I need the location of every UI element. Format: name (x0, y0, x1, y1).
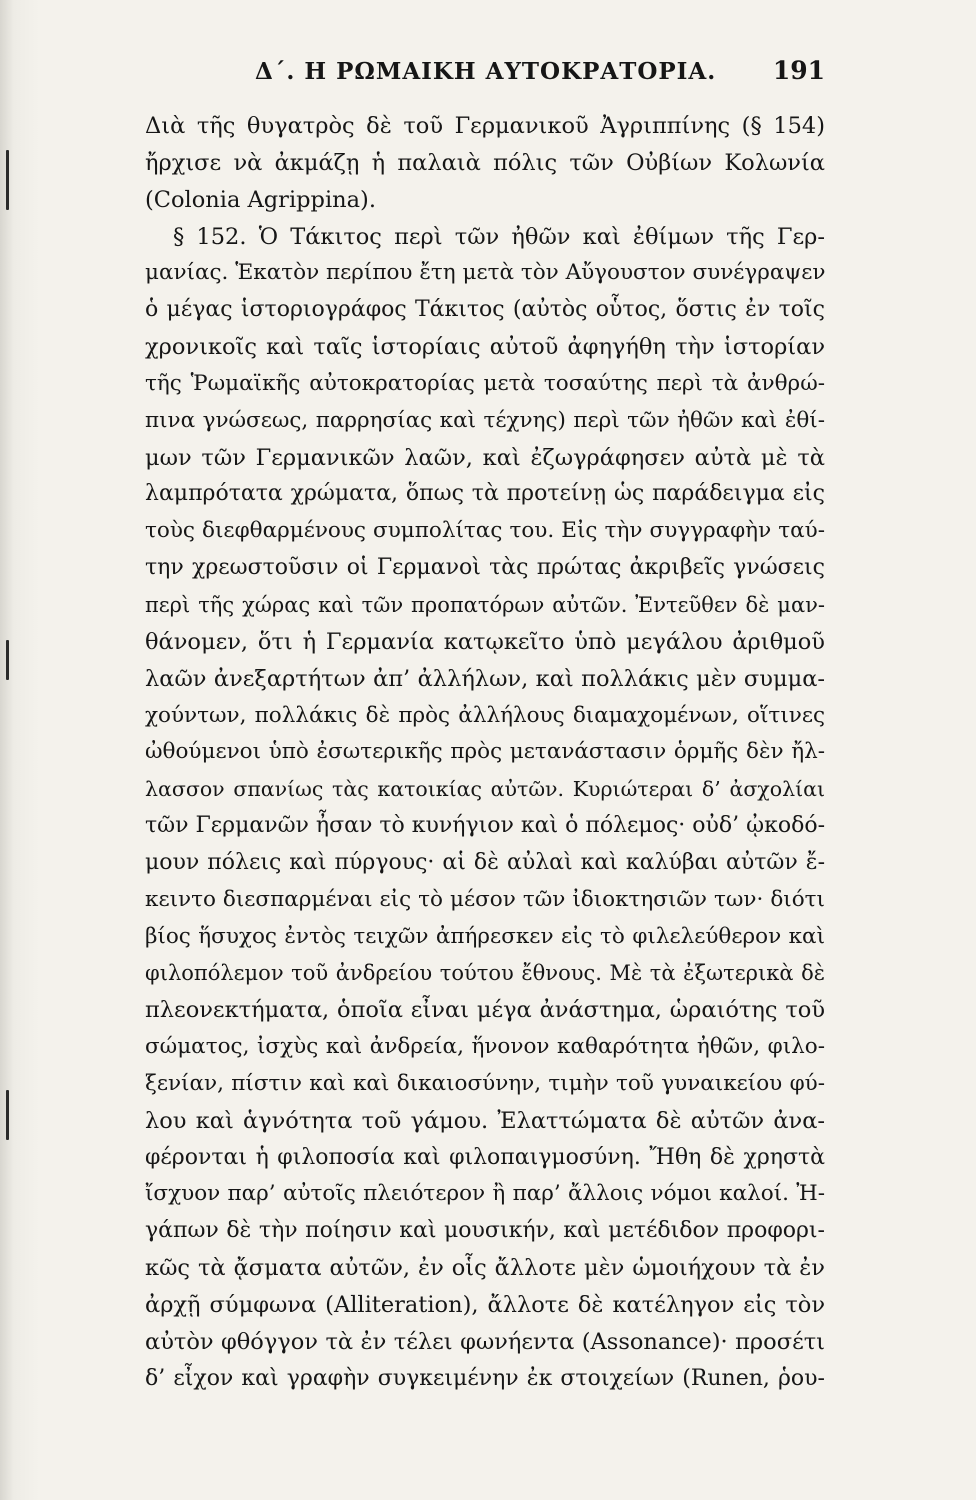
text-line (145, 955, 825, 992)
text-line (145, 1103, 825, 1140)
text-line (145, 845, 825, 882)
text-line (145, 219, 825, 256)
text-line (145, 1176, 825, 1213)
text-line (145, 292, 825, 329)
text-line-content: λαῶν ἀνεξαρτήτων ἀπ’ ἀλλήλων, καὶ πολλάκις μὲν συμμα- (145, 665, 825, 692)
text-line-content: σώματος, ἰσχὺς καὶ ἀνδρεία, ἥνονον καθαρότητα ἠθῶν, φιλο- (145, 1034, 825, 1060)
text-line (145, 1324, 825, 1361)
text-line (145, 145, 825, 182)
text-line-content: λασσον σπανίως τὰς κατοικίας αὐτῶν. Κυριώτεραι δ’ ἀσχολίαι (145, 777, 825, 802)
text-line-content: κειντο διεσπαρμέναι εἰς τὸ μέσον τῶν ἰδιοκτησιῶν των· διότι (145, 886, 825, 912)
text-line-content: πλεονεκτήματα, ὁποῖα εἶναι μέγα ἀνάστημα, ὡραιότης τοῦ (145, 997, 825, 1024)
text-line (145, 992, 825, 1029)
text-line-content: τοὺς διεφθαρμένους συμπολίτας του. Εἰς τὴν συγγραφὴν ταύ- (145, 518, 825, 544)
text-line (145, 624, 825, 661)
text-line (145, 698, 825, 735)
text-line (145, 476, 825, 513)
text-line-content: (Colonia Agrippina). (145, 186, 376, 213)
page-edge-mark (6, 150, 9, 210)
text-line-content: ξενίαν, πίστιν καὶ καὶ δικαιοσύνην, τιμὴν τοῦ γυναικείου φύ- (145, 1070, 825, 1096)
text-line (145, 1066, 825, 1103)
text-line (145, 1213, 825, 1250)
text-line-content: φέρονται ἡ φιλοποσία καὶ φιλοπαιγμοσύνη. Ἤθη δὲ χρηστὰ (145, 1144, 825, 1170)
text-line-content: θάνομεν, ὅτι ἡ Γερμανία κατῳκεῖτο ὑπὸ μεγάλου ἀριθμοῦ (145, 628, 825, 655)
text-line (145, 1140, 825, 1177)
text-line (145, 734, 825, 771)
text-line-content: ἤρχισε νὰ ἀκμάζῃ ἡ παλαιὰ πόλις τῶν Οὐβίων Κολωνία (145, 149, 825, 176)
page-number: 191 (772, 56, 825, 85)
text-line (145, 661, 825, 698)
text-line-content: κῶς τὰ ᾄσματα αὐτῶν, ἐν οἷς ἄλλοτε μὲν ὡμοιήχουν τὰ ἐν (145, 1255, 825, 1282)
text-line-content: αὐτὸν φθόγγον τὰ ἐν τέλει φωνήεντα (Assonance)· προσέτι (145, 1328, 825, 1355)
text-line-content: μων τῶν Γερμανικῶν λαῶν, καὶ ἐζωγράφησεν αὐτὰ μὲ τὰ (145, 444, 825, 471)
text-line-content: πινα γνώσεως, παρρησίας καὶ τέχνης) περὶ τῶν ἠθῶν καὶ ἐθί- (145, 407, 825, 433)
text-line-content: βίος ἥσυχος ἐντὸς τειχῶν ἀπήρεσκεν εἰς τὸ φιλελεύθερον καὶ (145, 923, 825, 949)
text-line (145, 329, 825, 366)
text-line-content: μουν πόλεις καὶ πύργους· αἱ δὲ αὐλαὶ καὶ καλύβαι αὐτῶν ἔ- (145, 849, 825, 875)
text-line (145, 550, 825, 587)
text-line-content: χρονικοῖς καὶ ταῖς ἱστορίαις αὐτοῦ ἀφηγήθη τὴν ἱστορίαν (145, 334, 825, 361)
text-line-content: § 152. Ὁ Τάκιτος περὶ τῶν ἠθῶν καὶ ἐθίμων τῆς Γερ- (173, 223, 825, 250)
text-line (145, 1250, 825, 1287)
text-line-content: λαμπρότατα χρώματα, ὅπως τὰ προτείνῃ ὡς παράδειγμα εἰς (145, 481, 825, 507)
text-line-content: ὁ μέγας ἱστοριογράφος Τάκιτος (αὐτὸς οὗτος, ὅστις ἐν τοῖς (145, 297, 825, 323)
text-line-content: μανίας. Ἑκατὸν περίπου ἔτη μετὰ τὸν Αὔγουστον συνέγραψεν (145, 260, 826, 286)
text-line (145, 182, 825, 219)
page-edge-mark (6, 640, 9, 680)
text-line (145, 771, 825, 808)
text-line-content: τῶν Γερμανῶν ἦσαν τὸ κυνήγιον καὶ ὁ πόλεμος· οὐδ’ ᾠκοδό- (145, 813, 825, 839)
text-line (145, 403, 825, 440)
text-line-content: την χρεωστοῦσιν οἱ Γερμανοὶ τὰς πρώτας ἀκριβεῖς γνώσεις (145, 555, 825, 581)
text-line (145, 1029, 825, 1066)
text-line-content: ἴσχυον παρ’ αὐτοῖς πλειότερον ἢ παρ’ ἄλλοις νόμοι καλοί. Ἠ- (145, 1181, 825, 1207)
text-line (145, 808, 825, 845)
text-line (145, 108, 825, 145)
text-line-content: Διὰ τῆς θυγατρὸς δὲ τοῦ Γερμανικοῦ Ἀγριππίνης (§ 154) (145, 113, 825, 139)
page-edge-mark (6, 1090, 9, 1140)
text-line (145, 255, 825, 292)
text-line-content: γάπων δὲ τὴν ποίησιν καὶ μουσικήν, καὶ μετέδιδον προφορι- (145, 1218, 825, 1244)
running-title: Δ΄. Η ΡΩΜΑΙΚΗ ΑΥΤΟΚΡΑΤΟΡΙΑ. (255, 58, 717, 85)
text-line (145, 1287, 825, 1324)
text-line-content: χούντων, πολλάκις δὲ πρὸς ἀλλήλους διαμαχομένων, οἵτινες (145, 702, 825, 728)
page-header (145, 56, 825, 90)
text-line (145, 1361, 825, 1398)
text-line (145, 882, 825, 919)
text-line (145, 366, 825, 403)
text-line (145, 513, 825, 550)
text-line (145, 919, 825, 956)
text-line (145, 587, 825, 624)
text-line-content: φιλοπόλεμον τοῦ ἀνδρείου τούτου ἔθνους. Μὲ τὰ ἐξωτερικὰ δὲ (145, 961, 825, 986)
text-line-content: δ’ εἶχον καὶ γραφὴν συγκειμένην ἐκ στοιχείων (Runen, ῥου- (145, 1365, 825, 1391)
text-line-content: λου καὶ ἁγνότητα τοῦ γάμου. Ἐλαττώματα δὲ αὐτῶν ἀνα- (145, 1107, 825, 1134)
text-line-content: τῆς Ῥωμαϊκῆς αὐτοκρατορίας μετὰ τοσαύτης περὶ τὰ ἀνθρώ- (145, 370, 825, 396)
text-line-content: ἀρχῇ σύμφωνα (Alliteration), ἄλλοτε δὲ κατέληγον εἰς τὸν (145, 1292, 825, 1318)
body-text (145, 108, 825, 1398)
text-line-content: ὠθούμενοι ὑπὸ ἐσωτερικῆς πρὸς μετανάστασιν ὁρμῆς δὲν ἤλ- (145, 739, 825, 765)
text-line (145, 440, 825, 477)
text-line-content: περὶ τῆς χώρας καὶ τῶν προπατόρων αὐτῶν. Ἐντεῦθεν δὲ μαν- (145, 592, 825, 617)
